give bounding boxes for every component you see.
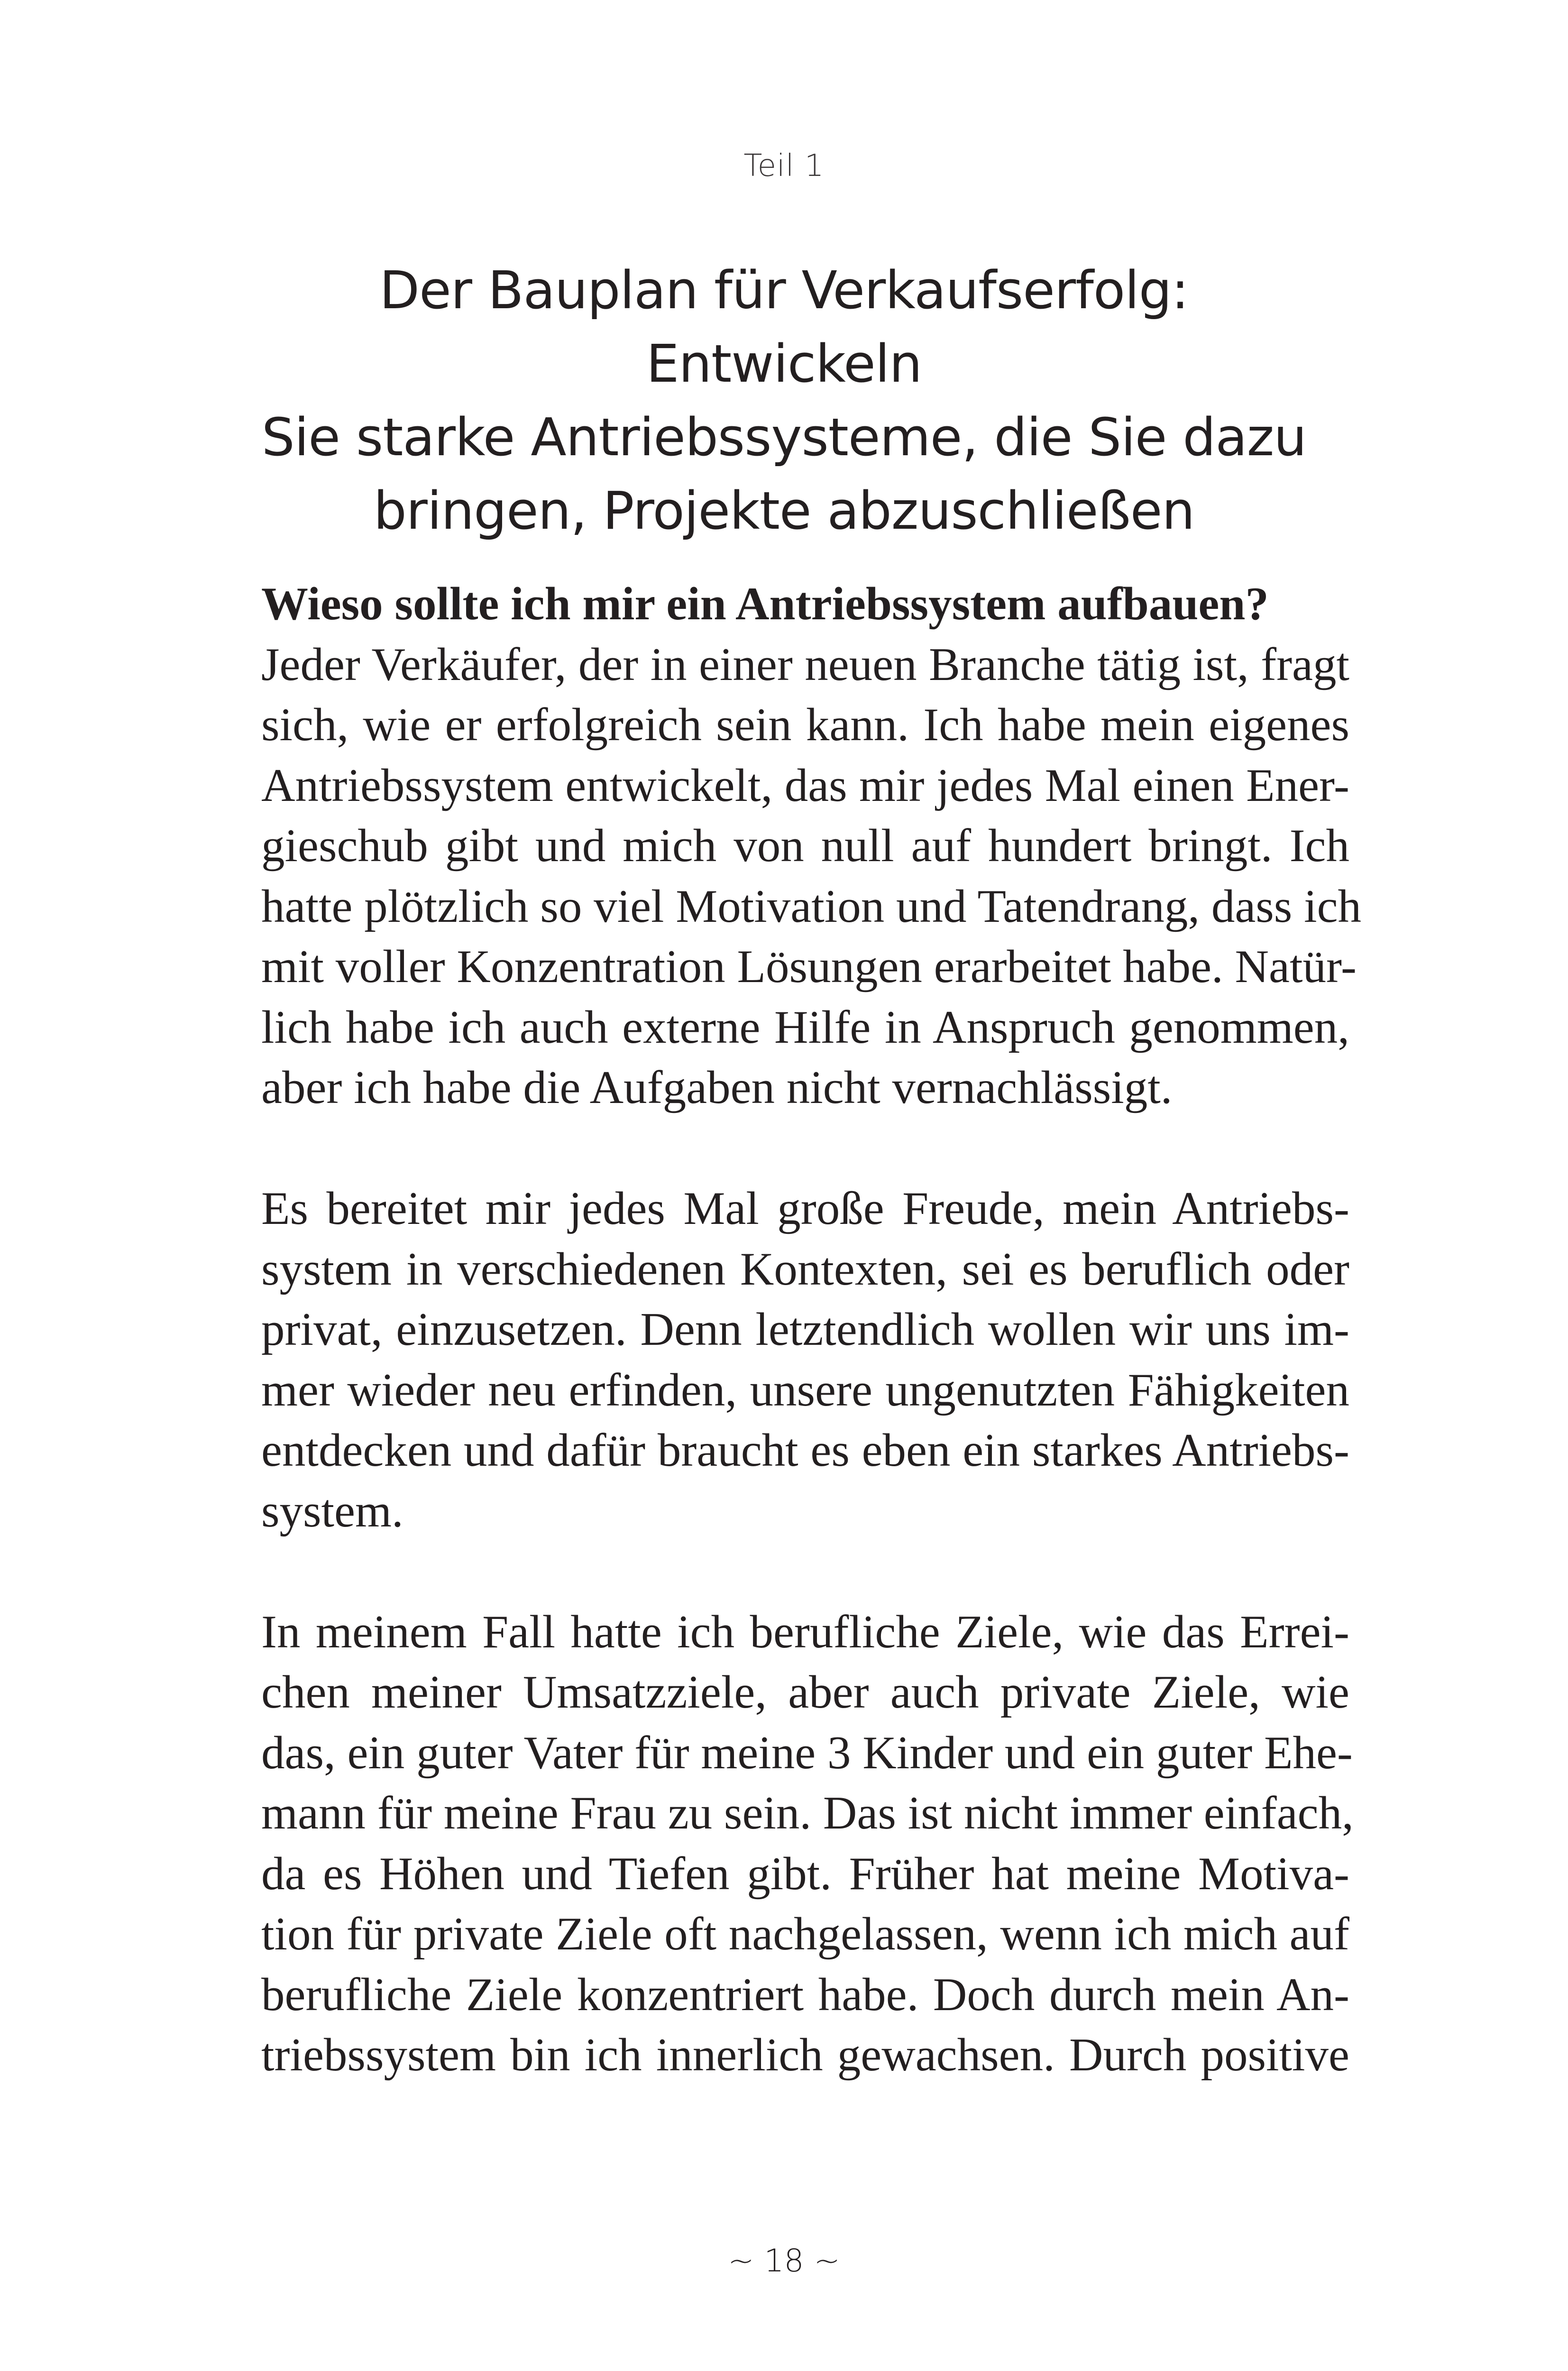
section-heading: Wieso sollte ich mir ein Antriebssystem aufbauen? xyxy=(261,578,1269,630)
text-line: triebssystem bin ich innerlich gewachsen. Durch positive xyxy=(261,2029,1349,2081)
text-line: gieschub gibt und mich von null auf hundert bringt. Ich xyxy=(261,820,1349,872)
text-line: das, ein guter Vater für meine 3 Kinder und ein guter Ehe- xyxy=(261,1727,1353,1779)
running-head: Teil 1 xyxy=(743,148,825,184)
chapter-title-line: bringen, Projekte abzuschließen xyxy=(373,480,1195,541)
text-line: sich, wie er erfolgreich sein kann. Ich habe mein eigenes xyxy=(261,699,1349,751)
text-line: privat, einzusetzen. Denn letztendlich wollen wir uns im- xyxy=(261,1304,1349,1355)
text-line: chen meiner Umsatzziele, aber auch private Ziele, wie xyxy=(261,1666,1349,1718)
paragraph xyxy=(261,1602,1354,2086)
text-line: mit voller Konzentration Lösungen erarbeitet habe. Natür- xyxy=(261,941,1357,993)
text-line: mer wieder neu erfinden, unsere ungenutzten Fähigkeiten xyxy=(261,1364,1349,1416)
text-line: system. xyxy=(261,1485,403,1537)
text-line: In meinem Fall hatte ich berufliche Ziele, wie das Errei- xyxy=(261,1606,1349,1658)
text-line: Jeder Verkäufer, der in einer neuen Branche tätig ist, fragt xyxy=(261,638,1349,690)
paragraph xyxy=(261,1178,1349,1541)
body-text xyxy=(261,574,1362,2086)
text-line: berufliche Ziele konzentriert habe. Doch durch mein An- xyxy=(261,1968,1349,2021)
text-line: system in verschiedenen Kontexten, sei es beruflich oder xyxy=(261,1243,1349,1295)
chapter-title-line: Der Bauplan für Verkaufserfolg: Entwickeln xyxy=(379,260,1189,394)
chapter-title xyxy=(237,254,1331,548)
page-number: ~ 18 ~ xyxy=(728,2242,840,2279)
text-line: mann für meine Frau zu sein. Das ist nicht immer einfach, xyxy=(261,1787,1354,1839)
text-line: aber ich habe die Aufgaben nicht vernachlässigt. xyxy=(261,1062,1173,1113)
text-line: entdecken und dafür braucht es eben ein starkes Antriebs- xyxy=(261,1424,1349,1476)
text-line: tion für private Ziele oft nachgelassen, wenn ich mich auf xyxy=(261,1908,1349,1960)
text-line: lich habe ich auch externe Hilfe in Anspruch genommen, xyxy=(261,1001,1349,1053)
chapter-title-line: Sie starke Antriebssysteme, die Sie dazu xyxy=(261,407,1307,468)
paragraph xyxy=(261,574,1362,1118)
text-line: hatte plötzlich so viel Motivation und Tatendrang, dass ich xyxy=(261,880,1362,932)
text-line: Es bereitet mir jedes Mal große Freude, mein Antriebs- xyxy=(261,1183,1349,1234)
text-line: Antriebssystem entwickelt, das mir jedes Mal einen Ener- xyxy=(261,759,1349,811)
text-line: da es Höhen und Tiefen gibt. Früher hat meine Motiva- xyxy=(261,1847,1349,1900)
